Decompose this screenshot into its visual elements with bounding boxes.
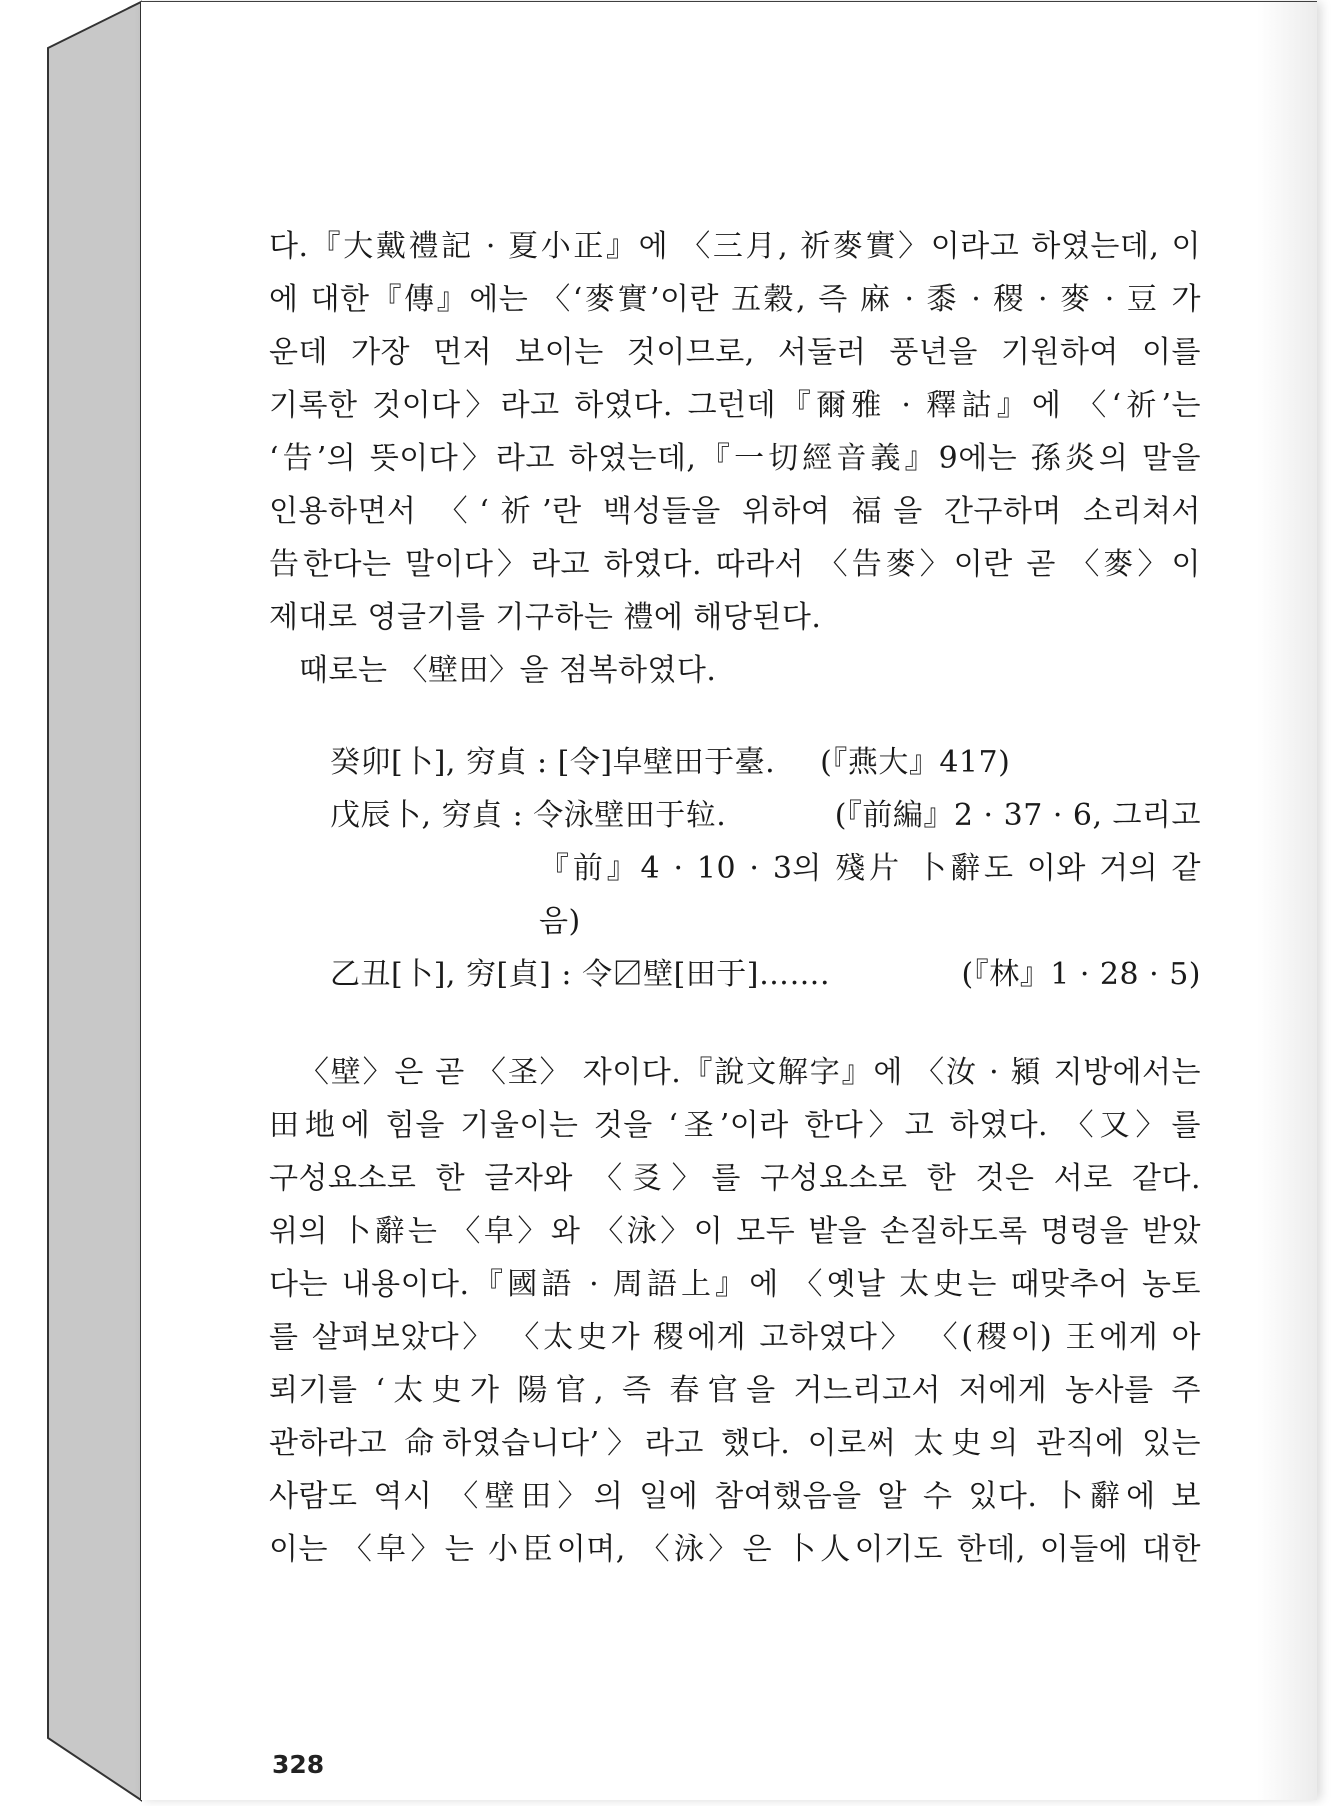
text-line: 기록한 것이다〉라고 하였다. 그런데『爾雅 · 釋詁』에 〈‘祈’는 — [269, 388, 1201, 423]
text-line: 구성요소로 한 글자와 〈㕛〉를 구성요소로 한 것은 서로 같다. — [269, 1161, 1201, 1196]
text-line: ‘告’의 뜻이다〉라고 하였는데,『一切經音義』9에는 孫炎의 말을 — [269, 441, 1201, 476]
text-line: 田地에 힘을 기울이는 것을 ‘圣’이라 한다〉고 하였다. 〈又〉를 — [269, 1108, 1201, 1143]
quote-text: 癸卯[卜], 穷貞 : [令]皁壁田于臺. — [330, 745, 776, 780]
quote-text: 乙丑[卜], 穷[貞] : 令〼壁[田于]……. — [330, 957, 831, 992]
text-line: 사람도 역시 〈壁田〉의 일에 참여했음을 알 수 있다. 卜辭에 보 — [269, 1479, 1201, 1514]
text-line: 〈壁〉은 곧 〈圣〉 자이다.『說文解字』에 〈汝 · 潁 지방에서는 — [299, 1055, 1201, 1090]
quoted-inscriptions — [269, 736, 1201, 1001]
page-number: 328 — [272, 1750, 325, 1779]
text-line: 이는 〈皁〉는 小臣이며, 〈泳〉은 卜人이기도 한데, 이들에 대한 — [269, 1532, 1201, 1567]
paragraph-1 — [269, 220, 1201, 697]
text-line: 뢰기를 ‘太史가 陽官, 즉 春官을 거느리고서 저에게 농사를 주 — [269, 1373, 1201, 1408]
text-line: 에 대한『傳』에는 〈‘麥實’이란 五穀, 즉 麻 · 黍 · 稷 · 麥 · 豆 가 — [269, 282, 1201, 317]
quote-source: (『前編』2 · 37 · 6, 그리고 — [834, 798, 1201, 833]
text-line: 위의 卜辭는 〈皁〉와 〈泳〉이 모두 밭을 손질하도록 명령을 받았 — [269, 1214, 1201, 1249]
book-page — [141, 2, 1317, 1800]
text-line: 관하라고 命하였습니다’〉라고 했다. 이로써 太史의 관직에 있는 — [269, 1426, 1201, 1461]
paragraph-3 — [269, 1046, 1201, 1576]
text-line: 운데 가장 먼저 보이는 것이므로, 서둘러 풍년을 기원하여 이를 — [269, 335, 1201, 370]
text-line: 를 살펴보았다〉 〈太史가 稷에게 고하였다〉 〈(稷이) 王에게 아 — [269, 1320, 1201, 1355]
text-line: 제대로 영글기를 기구하는 禮에 해당된다. — [269, 600, 822, 635]
quote-item — [269, 736, 1201, 789]
page-edge-shadow — [1257, 2, 1317, 1800]
quote-source: (『燕大』417) — [820, 745, 1011, 780]
text-line: 다.『大戴禮記 · 夏小正』에 〈三月, 祈麥實〉이라고 하였는데, 이 — [269, 229, 1201, 264]
quote-text: 戊辰卜, 穷貞 : 令泳壁田于䢂. — [330, 798, 727, 833]
text-line: 다는 내용이다.『國語 · 周語上』에 〈옛날 太史는 때맞추어 농토 — [269, 1267, 1201, 1302]
quote-source-continuation: 『前』4 · 10 · 3의 殘片 卜辭도 이와 거의 같 — [539, 851, 1201, 886]
paragraph-2: 때로는 〈壁田〉을 점복하였다. — [299, 653, 717, 688]
quote-item — [269, 789, 1201, 842]
quote-source: (『林』1 · 28 · 5) — [961, 957, 1201, 992]
text-line: 告한다는 말이다〉라고 하였다. 따라서 〈告麥〉이란 곧 〈麥〉이 — [269, 547, 1201, 582]
quote-source-continuation: 음) — [539, 904, 581, 939]
quote-item — [269, 948, 1201, 1001]
text-line: 인용하면서 〈‘祈’란 백성들을 위하여 福을 간구하며 소리쳐서 — [269, 494, 1201, 529]
